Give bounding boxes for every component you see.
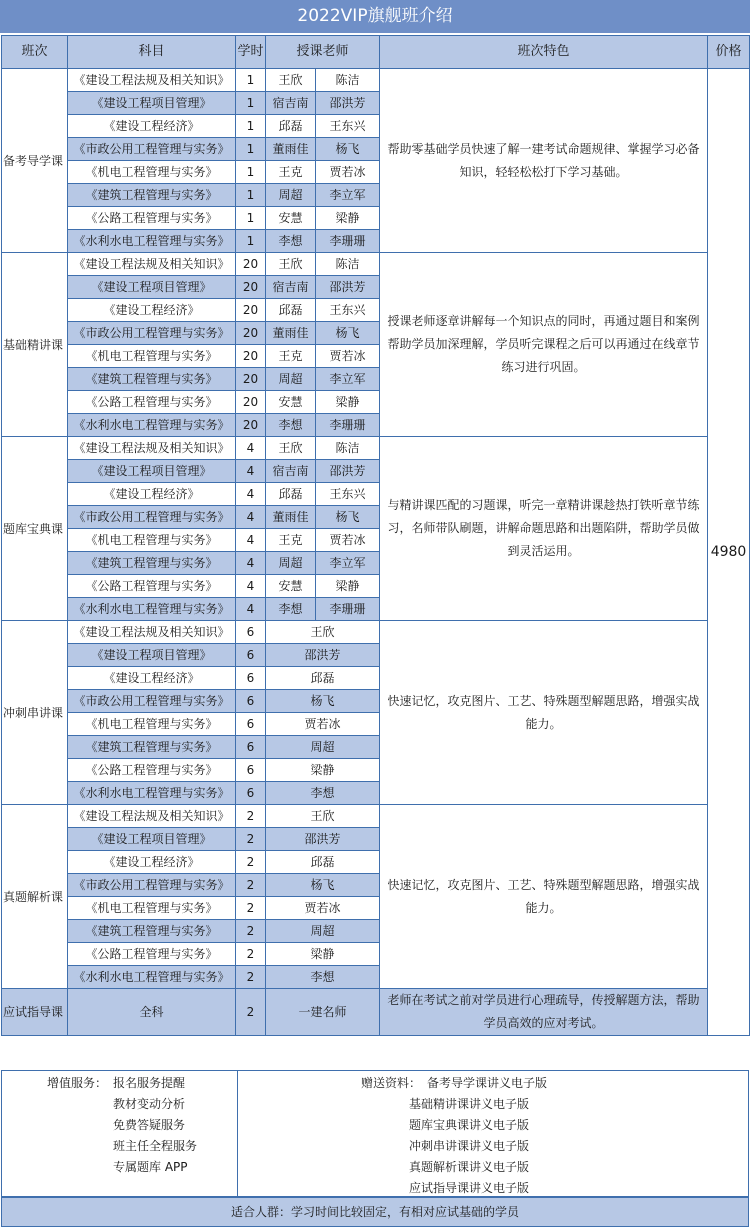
- teacher-cell: 李珊珊: [316, 230, 380, 253]
- teacher-cell: 王克: [266, 161, 316, 184]
- teacher-cell: 李珊珊: [316, 598, 380, 621]
- hours-cell: 1: [236, 138, 266, 161]
- teacher-cell: 董雨佳: [266, 506, 316, 529]
- teacher-cell: 李立军: [316, 368, 380, 391]
- teacher-cell: 梁静: [316, 575, 380, 598]
- teacher-cell: 邵洪芳: [316, 276, 380, 299]
- teacher-cell: 陈洁: [316, 69, 380, 92]
- subject-cell: 《水利水电工程管理与实务》: [68, 782, 236, 805]
- hours-cell: 2: [236, 851, 266, 874]
- subject-cell: 《机电工程管理与实务》: [68, 345, 236, 368]
- teacher-cell: 王克: [266, 529, 316, 552]
- teacher-cell: 梁静: [266, 943, 380, 966]
- gifts-label: 赠送资料：: [361, 1076, 422, 1090]
- subject-cell: 《公路工程管理与实务》: [68, 943, 236, 966]
- service-item: 教材变动分析: [113, 1097, 186, 1111]
- subject-cell: 《公路工程管理与实务》: [68, 759, 236, 782]
- subject-cell: 《公路工程管理与实务》: [68, 391, 236, 414]
- teacher-cell: 周超: [266, 552, 316, 575]
- teacher-cell: 邱磊: [266, 667, 380, 690]
- teacher-cell: 邱磊: [266, 115, 316, 138]
- subject-cell: 《机电工程管理与实务》: [68, 529, 236, 552]
- subject-cell: 《建设工程项目管理》: [68, 460, 236, 483]
- teacher-cell: 王克: [266, 345, 316, 368]
- class-name-cell: 题库宝典课: [2, 437, 68, 621]
- teacher-cell: 邱磊: [266, 851, 380, 874]
- teacher-cell: 王东兴: [316, 299, 380, 322]
- header-class: 班次: [2, 36, 68, 69]
- table-row: [2, 437, 750, 460]
- teacher-cell: 李想: [266, 414, 316, 437]
- hours-cell: 1: [236, 230, 266, 253]
- hours-cell: 20: [236, 391, 266, 414]
- teacher-cell: 李想: [266, 782, 380, 805]
- teacher-cell: 杨飞: [266, 874, 380, 897]
- hours-cell: 2: [236, 943, 266, 966]
- page-title: 2022VIP旗舰班介绍: [0, 0, 750, 33]
- hours-cell: 1: [236, 115, 266, 138]
- feature-cell: 快速记忆，攻克图片、工艺、特殊题型解题思路，增强实战能力。: [380, 621, 708, 805]
- teacher-cell: 陈洁: [316, 437, 380, 460]
- subject-cell: 《建筑工程管理与实务》: [68, 552, 236, 575]
- teacher-cell: 李想: [266, 230, 316, 253]
- hours-cell: 6: [236, 644, 266, 667]
- header-teacher: 授课老师: [266, 36, 380, 69]
- teacher-cell: 邵洪芳: [266, 828, 380, 851]
- teacher-cell: 王欣: [266, 621, 380, 644]
- table-header-row: [2, 36, 750, 69]
- hours-cell: 4: [236, 575, 266, 598]
- extras-panel: [1, 1070, 749, 1197]
- service-item: 报名服务提醒: [113, 1076, 186, 1090]
- gift-item: 真题解析课讲义电子版: [409, 1160, 530, 1174]
- hours-cell: 6: [236, 713, 266, 736]
- subject-cell: 《建设工程项目管理》: [68, 828, 236, 851]
- subject-cell: 《水利水电工程管理与实务》: [68, 966, 236, 989]
- header-hours: 学时: [236, 36, 266, 69]
- subject-cell: 《建设工程经济》: [68, 667, 236, 690]
- hours-cell: 2: [236, 897, 266, 920]
- subject-cell: 《市政公用工程管理与实务》: [68, 506, 236, 529]
- teacher-cell: 宿吉南: [266, 92, 316, 115]
- teacher-cell: 王欣: [266, 69, 316, 92]
- subject-cell: 《建筑工程管理与实务》: [68, 368, 236, 391]
- extras-divider: [237, 1071, 238, 1196]
- hours-cell: 2: [236, 874, 266, 897]
- teacher-cell: 邵洪芳: [266, 644, 380, 667]
- teacher-cell: 周超: [266, 736, 380, 759]
- services-label: 增值服务：: [47, 1076, 108, 1090]
- subject-cell: 《建设工程法规及相关知识》: [68, 69, 236, 92]
- subject-cell: 《建设工程法规及相关知识》: [68, 437, 236, 460]
- gift-item: 题库宝典课讲义电子版: [409, 1118, 530, 1132]
- teacher-cell: 贾若冰: [266, 897, 380, 920]
- subject-cell: 《水利水电工程管理与实务》: [68, 230, 236, 253]
- hours-cell: 4: [236, 460, 266, 483]
- instruction-row: [2, 989, 750, 1036]
- teacher-cell: 王欣: [266, 253, 316, 276]
- subject-cell: 《机电工程管理与实务》: [68, 161, 236, 184]
- hours-cell: 6: [236, 759, 266, 782]
- subject-cell: 《市政公用工程管理与实务》: [68, 322, 236, 345]
- subject-cell: 《建设工程项目管理》: [68, 92, 236, 115]
- teacher-cell: 宿吉南: [266, 460, 316, 483]
- teacher-cell: 安慧: [266, 207, 316, 230]
- subject-cell: 《建设工程经济》: [68, 851, 236, 874]
- hours-cell: 20: [236, 345, 266, 368]
- service-item: 班主任全程服务: [113, 1139, 198, 1153]
- hours-cell: 6: [236, 621, 266, 644]
- teacher-cell: 李立军: [316, 552, 380, 575]
- gift-item: 冲刺串讲课讲义电子版: [409, 1139, 530, 1153]
- teacher-cell: 李想: [266, 966, 380, 989]
- hours-cell: 1: [236, 69, 266, 92]
- subject-cell: 《机电工程管理与实务》: [68, 713, 236, 736]
- hours-cell: 2: [236, 920, 266, 943]
- hours-cell: 4: [236, 483, 266, 506]
- teacher-cell: 杨飞: [266, 690, 380, 713]
- teacher-cell: 李立军: [316, 184, 380, 207]
- teacher-cell: 邵洪芳: [316, 460, 380, 483]
- subject-cell: 《建筑工程管理与实务》: [68, 920, 236, 943]
- header-feature: 班次特色: [380, 36, 708, 69]
- teacher-cell: 梁静: [316, 391, 380, 414]
- class-name-cell: 应试指导课: [2, 989, 68, 1036]
- table-row: [2, 253, 750, 276]
- subject-cell: 《公路工程管理与实务》: [68, 575, 236, 598]
- class-name-cell: 冲刺串讲课: [2, 621, 68, 805]
- hours-cell: 20: [236, 276, 266, 299]
- subject-cell: 《市政公用工程管理与实务》: [68, 690, 236, 713]
- hours-cell: 1: [236, 92, 266, 115]
- audience-footer: 适合人群：学习时间比较固定，有相对应试基础的学员: [1, 1197, 749, 1227]
- teacher-cell: 一建名师: [266, 989, 380, 1036]
- subject-cell: 《建设工程项目管理》: [68, 644, 236, 667]
- gift-item: 应试指导课讲义电子版: [409, 1181, 530, 1195]
- subject-cell: 《建设工程经济》: [68, 483, 236, 506]
- teacher-cell: 邵洪芳: [316, 92, 380, 115]
- service-item: 免费答疑服务: [113, 1118, 186, 1132]
- teacher-cell: 贾若冰: [266, 713, 380, 736]
- hours-cell: 6: [236, 667, 266, 690]
- subject-cell: 全科: [68, 989, 236, 1036]
- teacher-cell: 邱磊: [266, 299, 316, 322]
- course-table: [1, 35, 750, 1036]
- teacher-cell: 贾若冰: [316, 161, 380, 184]
- subject-cell: 《市政公用工程管理与实务》: [68, 874, 236, 897]
- teacher-cell: 王东兴: [316, 115, 380, 138]
- hours-cell: 20: [236, 322, 266, 345]
- hours-cell: 4: [236, 552, 266, 575]
- teacher-cell: 董雨佳: [266, 322, 316, 345]
- hours-cell: 6: [236, 690, 266, 713]
- feature-cell: 与精讲课匹配的习题课，听完一章精讲课趁热打铁听章节练习，名师带队刷题，讲解命题思路和出题陷阱，帮助学员做到灵活运用。: [380, 437, 708, 621]
- table-row: [2, 621, 750, 644]
- teacher-cell: 邱磊: [266, 483, 316, 506]
- feature-cell: 老师在考试之前对学员进行心理疏导，传授解题方法，帮助学员高效的应对考试。: [380, 989, 708, 1036]
- hours-cell: 20: [236, 368, 266, 391]
- teacher-cell: 王欣: [266, 805, 380, 828]
- teacher-cell: 梁静: [266, 759, 380, 782]
- teacher-cell: 周超: [266, 920, 380, 943]
- hours-cell: 1: [236, 207, 266, 230]
- table-row: [2, 805, 750, 828]
- feature-cell: 帮助零基础学员快速了解一建考试命题规律、掌握学习必备知识，轻轻松松打下学习基础。: [380, 69, 708, 253]
- class-name-cell: 备考导学课: [2, 69, 68, 253]
- hours-cell: 2: [236, 828, 266, 851]
- hours-cell: 4: [236, 506, 266, 529]
- subject-cell: 《建设工程法规及相关知识》: [68, 805, 236, 828]
- hours-cell: 20: [236, 414, 266, 437]
- teacher-cell: 宿吉南: [266, 276, 316, 299]
- teacher-cell: 杨飞: [316, 506, 380, 529]
- teacher-cell: 陈洁: [316, 253, 380, 276]
- teacher-cell: 李想: [266, 598, 316, 621]
- service-item: 专属题库 APP: [113, 1160, 188, 1174]
- subject-cell: 《建筑工程管理与实务》: [68, 736, 236, 759]
- hours-cell: 4: [236, 598, 266, 621]
- subject-cell: 《建设工程法规及相关知识》: [68, 253, 236, 276]
- teacher-cell: 李珊珊: [316, 414, 380, 437]
- header-price: 价格: [708, 36, 750, 69]
- hours-cell: 2: [236, 989, 266, 1036]
- header-subject: 科目: [68, 36, 236, 69]
- gift-item: 备考导学课讲义电子版: [427, 1076, 548, 1090]
- hours-cell: 6: [236, 782, 266, 805]
- teacher-cell: 贾若冰: [316, 345, 380, 368]
- teacher-cell: 贾若冰: [316, 529, 380, 552]
- hours-cell: 1: [236, 161, 266, 184]
- teacher-cell: 安慧: [266, 391, 316, 414]
- hours-cell: 2: [236, 805, 266, 828]
- teacher-cell: 杨飞: [316, 322, 380, 345]
- subject-cell: 《建筑工程管理与实务》: [68, 184, 236, 207]
- hours-cell: 20: [236, 253, 266, 276]
- teacher-cell: 梁静: [316, 207, 380, 230]
- hours-cell: 4: [236, 437, 266, 460]
- table-row: [2, 69, 750, 92]
- subject-cell: 《机电工程管理与实务》: [68, 897, 236, 920]
- teacher-cell: 安慧: [266, 575, 316, 598]
- class-name-cell: 真题解析课: [2, 805, 68, 989]
- subject-cell: 《市政公用工程管理与实务》: [68, 138, 236, 161]
- hours-cell: 4: [236, 529, 266, 552]
- feature-cell: 授课老师逐章讲解每一个知识点的同时，再通过题目和案例帮助学员加深理解，学员听完课程之后可以再通过在线章节练习进行巩固。: [380, 253, 708, 437]
- price-cell: 4980: [708, 69, 750, 1036]
- subject-cell: 《建设工程项目管理》: [68, 276, 236, 299]
- hours-cell: 2: [236, 966, 266, 989]
- hours-cell: 6: [236, 736, 266, 759]
- teacher-cell: 周超: [266, 368, 316, 391]
- hours-cell: 20: [236, 299, 266, 322]
- subject-cell: 《水利水电工程管理与实务》: [68, 414, 236, 437]
- subject-cell: 《建设工程经济》: [68, 115, 236, 138]
- teacher-cell: 杨飞: [316, 138, 380, 161]
- subject-cell: 《建设工程经济》: [68, 299, 236, 322]
- course-table-body: [2, 36, 750, 1036]
- teacher-cell: 周超: [266, 184, 316, 207]
- teacher-cell: 董雨佳: [266, 138, 316, 161]
- feature-cell: 快速记忆，攻克图片、工艺、特殊题型解题思路，增强实战能力。: [380, 805, 708, 989]
- teacher-cell: 王东兴: [316, 483, 380, 506]
- subject-cell: 《水利水电工程管理与实务》: [68, 598, 236, 621]
- subject-cell: 《公路工程管理与实务》: [68, 207, 236, 230]
- teacher-cell: 王欣: [266, 437, 316, 460]
- class-name-cell: 基础精讲课: [2, 253, 68, 437]
- subject-cell: 《建设工程法规及相关知识》: [68, 621, 236, 644]
- gift-item: 基础精讲课讲义电子版: [409, 1097, 530, 1111]
- hours-cell: 1: [236, 184, 266, 207]
